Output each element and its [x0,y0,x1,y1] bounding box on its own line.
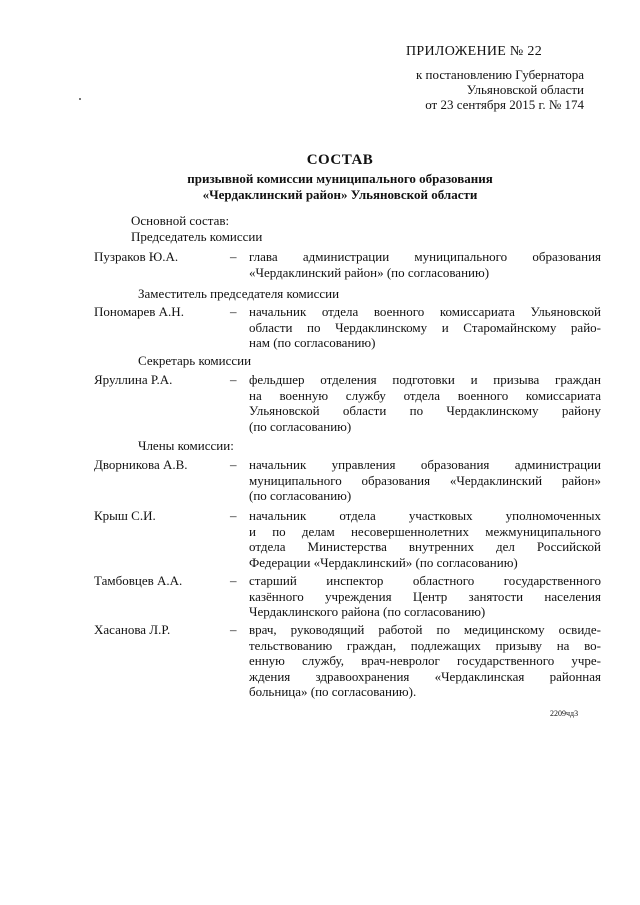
position-line: начальник отдела участковых уполномоченных [249,508,601,523]
member-name: Дворникова А.В. [94,457,188,472]
dash: – [230,573,237,588]
position-line: Ульяновской области по Чердаклинскому району [249,403,601,418]
title-line: «Чердаклинский район» Ульяновской области [202,187,478,202]
dash: – [230,304,237,319]
dash: – [230,457,237,472]
section-deputy: Заместитель председателя комиссии [138,286,340,301]
position-line: на военную службу отдела военного комиссариата [249,387,601,403]
member-position [249,508,601,570]
document-title [80,152,600,203]
member-position [249,573,601,620]
position-line: муниципального образования «Чердаклинский район» [249,472,601,488]
reference-line: Ульяновской области [466,82,584,97]
position-line: начальник отдела военного комиссариата Ульяновской [249,304,601,319]
position-line: Чердаклинского района (по согласованию) [249,604,486,619]
dash: – [230,249,237,264]
reference-line: от 23 сентября 2015 г. № 174 [425,97,584,112]
position-line: врач, руководящий работой по медицинскому освиде- [249,622,601,637]
appendix-number: ПРИЛОЖЕНИЕ № 22 [406,44,542,59]
position-line: казённого учреждения Центр занятости населения [249,588,601,604]
position-line: старший инспектор областного государственного [249,573,601,588]
position-line: начальник управления образования администрации [249,457,601,472]
reference-line: к постановлению Губернатора [415,67,584,82]
position-line: (по согласованию) [249,488,352,503]
title-line: призывной комиссии муниципального образования [187,171,493,186]
member-name: Пономарев А.Н. [94,304,184,319]
position-line: (по согласованию) [249,418,352,434]
position-line: тельствованию граждан, подлежащих призыву на во- [249,637,601,653]
member-name: Пузраков Ю.А. [94,249,179,264]
member-position [249,249,601,280]
section-chairman: Председатель комиссии [131,229,263,244]
position-line: енную службу, врач-невролог государственного учре- [249,653,601,668]
position-line: Федерации «Чердаклинский» (по согласованию) [249,554,518,570]
member-position [249,304,601,351]
member-name: Хасанова Л.Р. [94,622,171,637]
member-position [249,622,601,700]
position-line: нам (по согласованию) [249,335,376,350]
dash: – [230,508,237,523]
position-line: и по делам несовершеннолетних межмуниципального [249,523,601,539]
member-name: Яруллина Р.А. [94,372,173,387]
member-position [249,457,601,504]
dash: – [230,372,237,387]
position-line: глава администрации муниципального образования [249,249,601,264]
document-code: 2209чд3 [550,709,579,718]
position-line: больница» (по согласованию). [249,684,417,699]
member-name: Тамбовцев А.А. [94,573,183,588]
title-main: СОСТАВ [306,152,374,168]
member-position [249,372,601,434]
position-line: области по Чердаклинскому и Старомайнскому райо- [249,319,601,335]
scan-speck [79,98,81,100]
position-line: ждения здравоохранения «Чердаклинская районная [249,668,601,684]
dash: – [230,622,237,637]
section-main-composition: Основной состав: [131,213,230,228]
member-name: Крыш С.И. [94,508,156,523]
section-members: Члены комиссии: [138,438,234,453]
section-secretary: Секретарь комиссии [138,353,252,368]
position-line: отдела Министерства внутренних дел Российской [249,539,601,554]
position-line: «Чердаклинский район» (по согласованию) [249,264,490,280]
decree-reference [364,67,584,112]
position-line: фельдшер отделения подготовки и призыва граждан [249,372,601,387]
